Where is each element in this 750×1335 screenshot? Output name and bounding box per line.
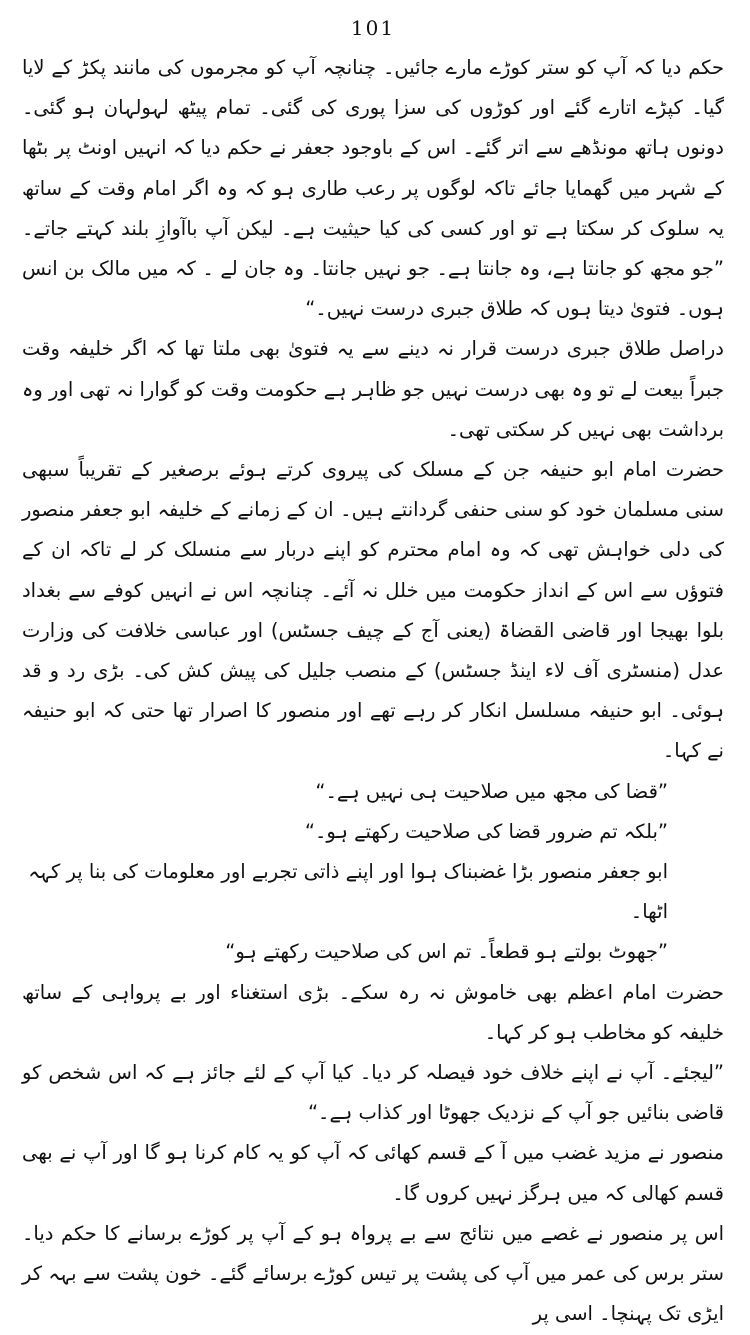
paragraph: حضرت امام اعظم بھی خاموش نہ رہ سکے۔ بڑی استغناء اور بے پرواہی کے ساتھ خلیفہ کو مخاطب ہو کر کہا۔ bbox=[22, 980, 724, 1044]
page-number: 101 bbox=[350, 16, 396, 40]
paragraph: حضرت امام ابو حنیفہ جن کے مسلک کی پیروی کرتے ہوئے برصغیر کے تقریباً سبھی سنی مسلمان خود کو سنی حنفی گردانتے ہیں۔ ان کے زمانے کے خلیفہ ابو جعفر منصور کی دلی خواہش تھی کہ وہ امام محترم کو اپنے دربار سے منسلک کر لے تاکہ ان کے فتوؤں سے اس کے انداز حکومت میں خلل نہ آئے۔ چنانچہ اس نے انہیں کوفے سے بغداد بلوا بھیجا اور قاضی القضاۃ (یعنی آج کے چیف جسٹس) اور عباسی خلافت کی وزارت عدل (منسٹری آف لاء اینڈ جسٹس) کے منصب جلیل کی پیش کش کی۔ بڑی رد و قد ہوئی۔ ابو حنیفہ مسلسل انکار کر رہے تھے اور منصور کا اصرار تھا حتی کہ ابو حنیفہ نے کہا۔ bbox=[22, 458, 724, 763]
body-text bbox=[22, 48, 724, 1335]
paragraph: دراصل طلاق جبری درست قرار نہ دینے سے یہ فتویٰ بھی ملتا تھا کہ اگر خلیفہ وقت جبراً بیعت لے تو وہ بھی درست نہیں جو ظاہر ہے حکومت وقت کو گوارا نہ تھی اور وہ برداشت بھی نہیں کر سکتی تھی۔ bbox=[22, 337, 724, 441]
quote-line: ”جھوٹ بولتے ہو قطعاً۔ تم اس کی صلاحیت رکھتے ہو“ bbox=[225, 940, 668, 964]
quote-line: ”قضا کی مجھ میں صلاحیت ہی نہیں ہے۔“ bbox=[315, 779, 668, 803]
narration-line: ابو جعفر منصور بڑا غضبناک ہوا اور اپنے ذاتی تجربے اور معلومات کی بنا پر کہہ اٹھا۔ bbox=[28, 860, 668, 924]
quote-line: ”بلکہ تم ضرور قضا کی صلاحیت رکھتے ہو۔“ bbox=[304, 819, 668, 843]
paragraph: ”لیجئے۔ آپ نے اپنے خلاف خود فیصلہ کر دیا۔ کیا آپ کے لئے جائز ہے کہ اس شخص کو قاضی بنائیں جو آپ کے نزدیک جھوٹا اور کذاب ہے۔“ bbox=[22, 1061, 724, 1125]
paragraph: حکم دیا کہ آپ کو ستر کوڑے مارے جائیں۔ چنانچہ آپ کو مجرموں کی مانند پکڑ کے لایا گیا۔ کپڑے اتارے گئے اور کوڑوں کی سزا پوری کی گئی۔ تمام پیٹھ لہولہان ہو گئی۔ دونوں ہاتھ مونڈھے سے اتر گئے۔ اس کے باوجود جعفر نے حکم دیا کہ انہیں اونٹ پر بٹھا کے شہر میں گھمایا جائے تاکہ لوگوں پر رعب طاری ہو کہ وہ اگر امام وقت کے ساتھ یہ سلوک کر سکتا ہے تو اور کسی کی کیا حیثیت ہے۔ لیکن آپ باآوازِ بلند کہتے جاتے۔ ”جو مجھ کو جانتا ہے، وہ جانتا ہے۔ جو نہیں جانتا۔ وہ جان لے ۔ کہ میں مالک بن انس ہوں۔ فتویٰ دیتا ہوں کہ طلاق جبری درست نہیں۔“ bbox=[22, 56, 724, 321]
paragraph: اس پر منصور نے غصے میں نتائج سے بے پرواہ ہو کے آپ پر کوڑے برسانے کا حکم دیا۔ ستر برس کی عمر میں آپ کی پشت پر تیس کوڑے برسائے گئے۔ خون پشت سے بہہ کر ایڑی تک پہنچا۔ اسی پر bbox=[22, 1221, 724, 1326]
paragraph: منصور نے مزید غضب میں آ کے قسم کھائی کہ آپ کو یہ کام کرنا ہو گا اور آپ نے بھی قسم کھالی کہ میں ہرگز نہیں کروں گا۔ bbox=[22, 1141, 724, 1205]
